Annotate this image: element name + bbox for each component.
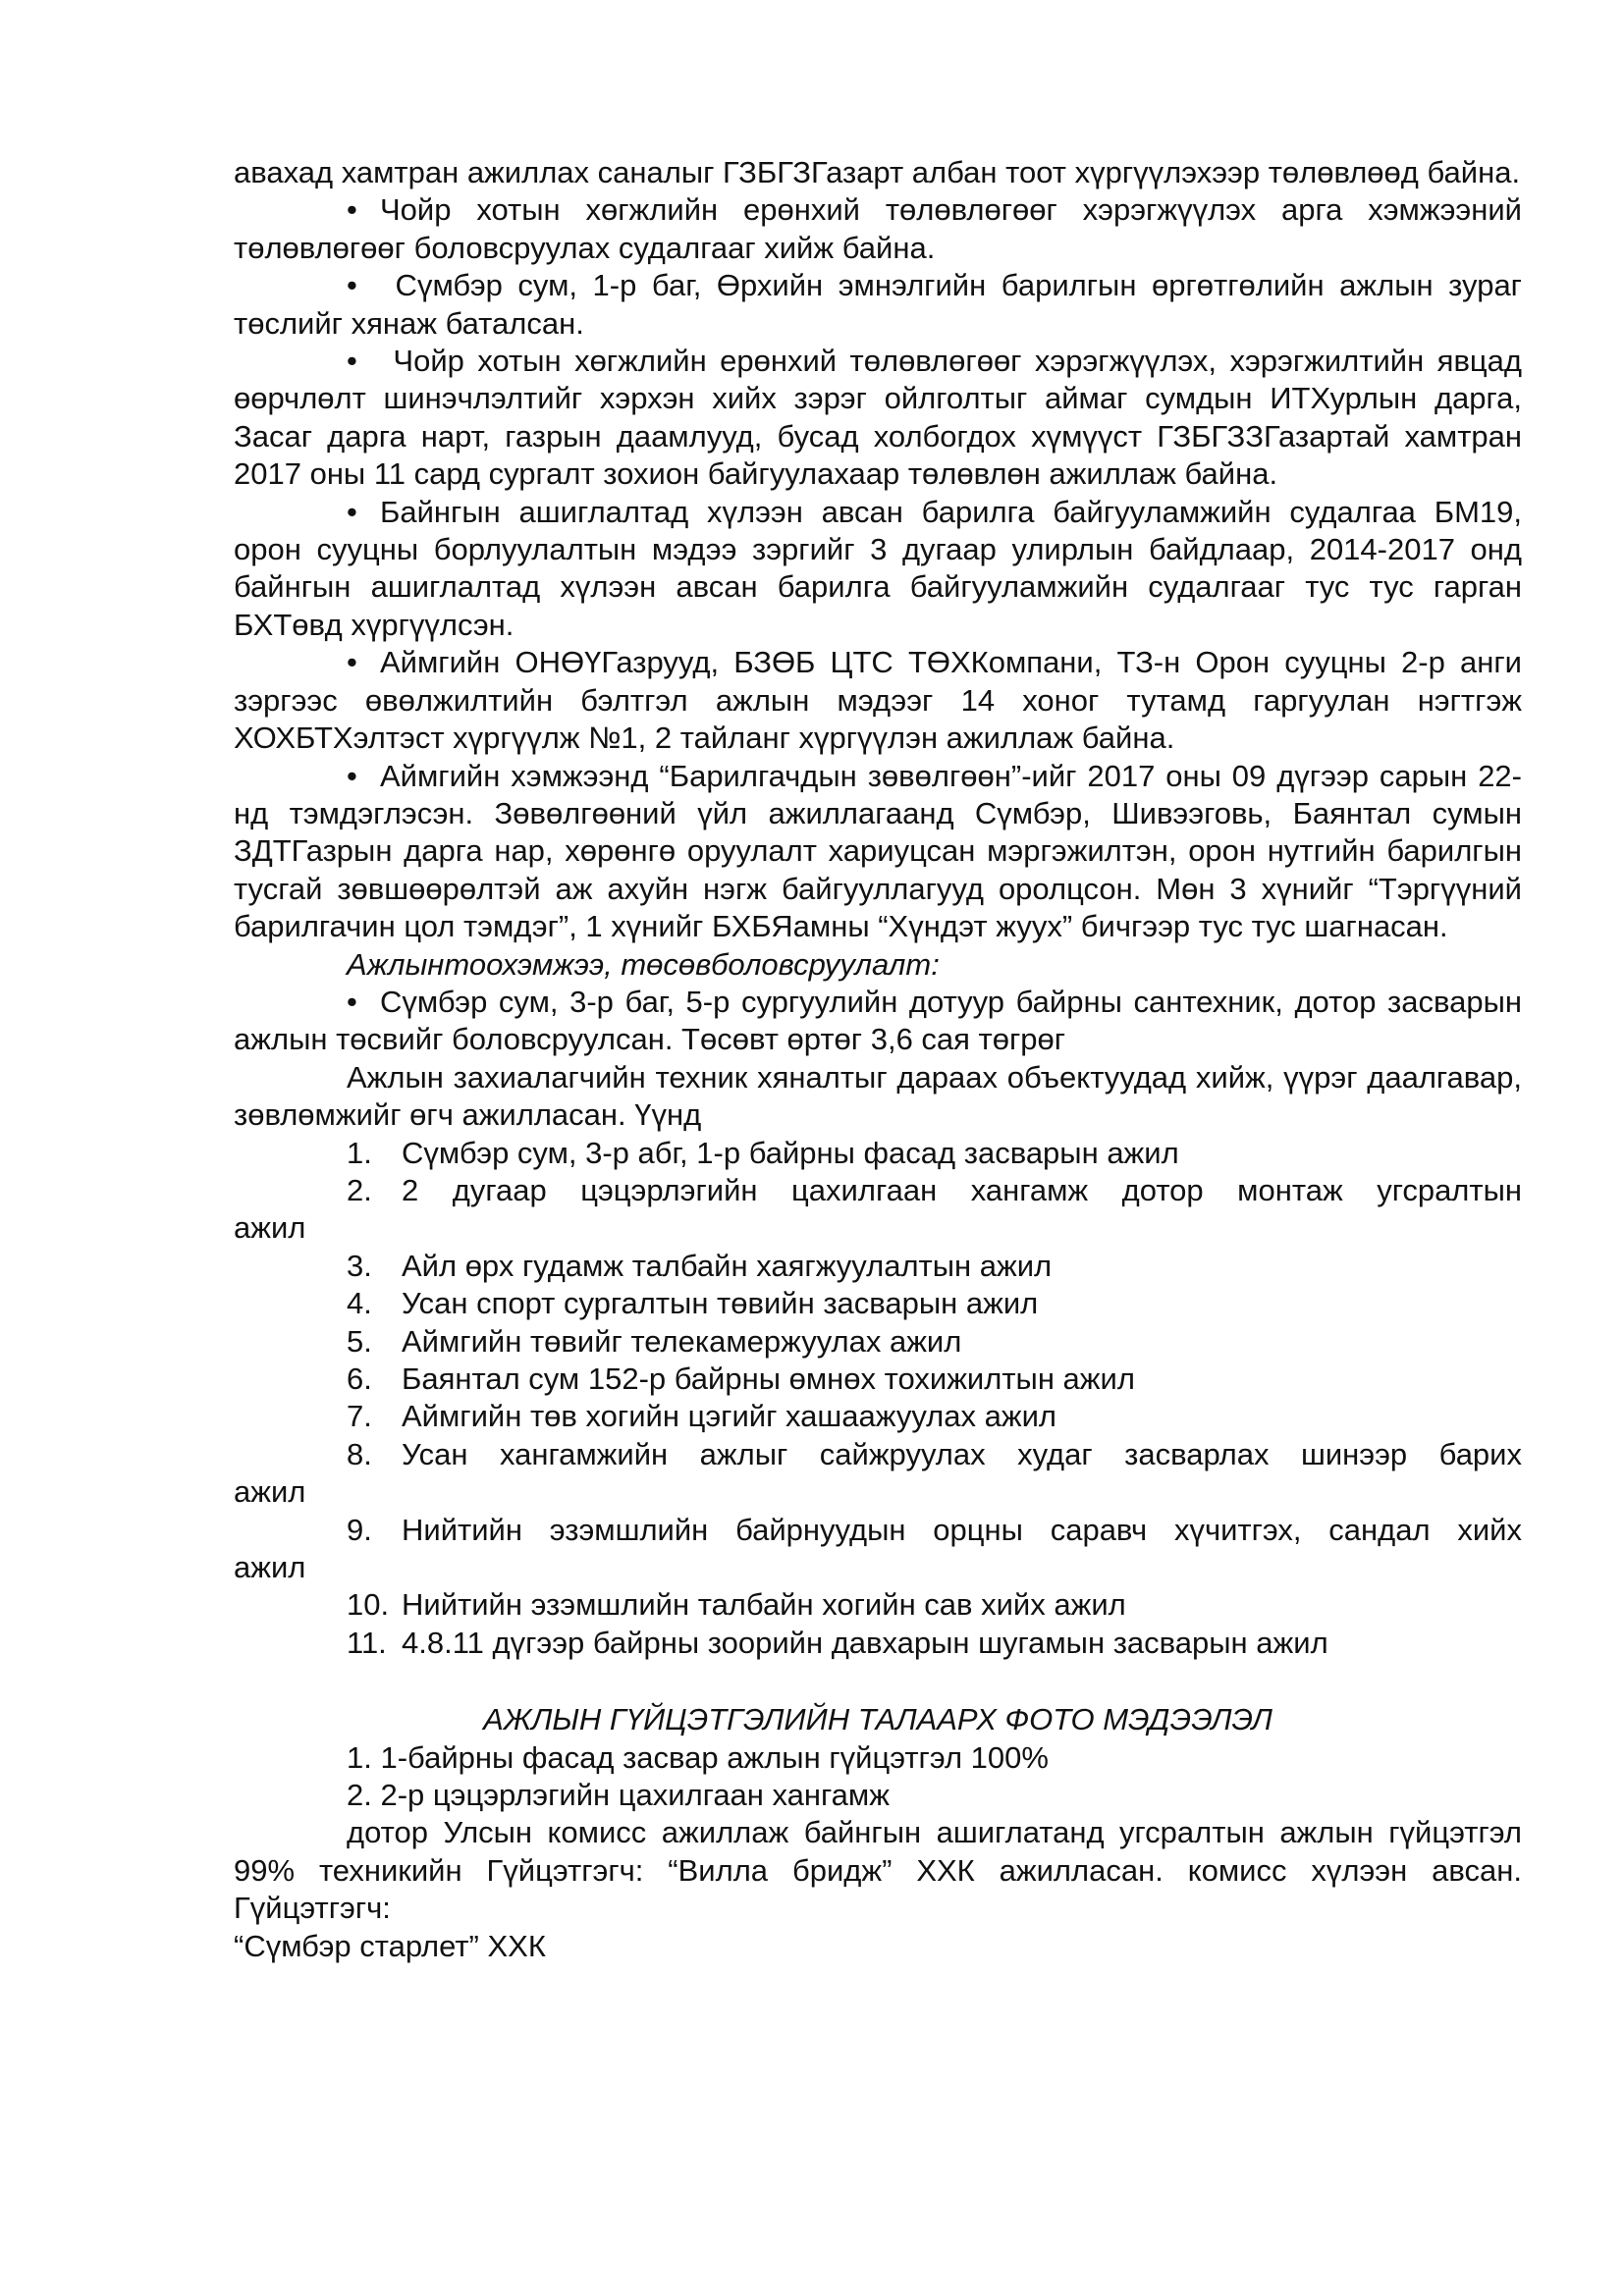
list-text-continuation: ажил xyxy=(234,1550,306,1585)
list-item xyxy=(234,1625,1522,1662)
list-item xyxy=(234,1436,1522,1512)
list-text: Баянтал сум 152-р байрны өмнөх тохижилтын ажил xyxy=(402,1362,1135,1396)
list-text: Аймгийн төвийг телекамержуулах ажил xyxy=(402,1323,962,1359)
photo-item: 2. 2-р цэцэрлэгийн цахилгаан хангамж xyxy=(347,1778,890,1813)
list-number: 1. xyxy=(347,1135,372,1170)
list-number: 2. xyxy=(347,1172,372,1207)
paragraph-supervision: Ажлын захиалагчийн техник хяналтыг дараах объектуудад хийж, үүрэг даалгавар, зөвлөмжийг өгч ажилласан. Үүнд xyxy=(234,1059,1522,1133)
list-text: 2 дугаар цэцэрлэгийн цахилгаан хангамж дотор монтаж угсралтын xyxy=(402,1172,1522,1207)
photo-section-heading: АЖЛЫН ГҮЙЦЭТГЭЛИЙН ТАЛААРХ ФОТО МЭДЭЭЛЭЛ xyxy=(483,1702,1272,1737)
paragraph-intro: авахад хамтран ажиллах саналыг ГЗБГЗГазарт албан тоот хүргүүлэхээр төлөвлөөд байна. xyxy=(234,155,1521,189)
bullet-icon: • xyxy=(347,344,357,379)
bullet-item xyxy=(234,343,1522,494)
section-heading: Ажлынтоохэмжээ, төсөвболовсруулалт: xyxy=(347,946,940,982)
list-text: Аймгийн төв хогийн цэгийг хашаажуулах ажил xyxy=(402,1399,1056,1434)
bullet-text: Сүмбэр сум, 1-р баг, Өрхийн эмнэлгийн барилгын өргөтгөлийн ажлын зураг төслийг хянаж баталсан. xyxy=(234,268,1522,341)
list-item xyxy=(234,1512,1522,1587)
bullet-text: Байнгын ашиглалтад хүлээн авсан барилга байгууламжийн судалгаа БМ19, орон сууцны борлуулалтын мэдээ зэргийг 3 дугаар улирлын байдлаар, 2014-2017 онд байнгын ашиглалтад хүлээн авсан барилга байгууламжийн судалгааг тус тус гарган БХТөвд хүргүүлсэн. xyxy=(234,494,1522,642)
bullet-text: Аймгийн хэмжээнд “Барилгачдын зөвөлгөөн”-ийг 2017 оны 09 дүгээр сарын 22-нд тэмдэглэсэн. Зөвөлгөөний үйл ажиллагаанд Сүмбэр, Шивээговь, Баянтал сумын ЗДТГазрын дарга нар, хөрөнгө оруулалт хариуцсан мэргэжилтэн, орон нутгийн барилгын тусгай зөвшөөрөлтэй аж ахуйн нэгж байгууллагууд оролцсон. Мөн 3 хүнийг “Тэргүүний барилгачин цол тэмдэг”, 1 хүнийг БХБЯамны “Хүндэт жуух” бичгээр тус тус шагнасан. xyxy=(234,758,1522,944)
list-item xyxy=(234,1285,1522,1322)
list-text-continuation: ажил xyxy=(234,1474,306,1510)
list-number: 11. xyxy=(347,1625,387,1660)
list-text: Айл өрх гудамж талбайн хаягжуулалтын ажил xyxy=(402,1248,1053,1283)
list-number: 10. xyxy=(347,1587,390,1623)
list-item xyxy=(234,1586,1522,1624)
bullet-text: Сүмбэр сум, 3-р баг, 5-р сургуулийн дотуур байрны сантехник, дотор засварын ажлын төсвийг боловсруулсан. Төсөвт өртөг 3,6 сая төгрөг xyxy=(234,984,1522,1057)
bullet-icon: • xyxy=(347,494,357,529)
list-text: Нийтийн эзэмшлийн талбайн хогийн сав хийх ажил xyxy=(402,1587,1126,1623)
list-number: 5. xyxy=(347,1323,372,1359)
document-body xyxy=(234,154,1522,1965)
list-number: 8. xyxy=(347,1436,372,1471)
bullet-item xyxy=(234,984,1522,1059)
list-text: 4.8.11 дүгээр байрны зоорийн давхарын шугамын засварын ажил xyxy=(402,1625,1328,1660)
list-item xyxy=(234,1398,1522,1435)
contractor-name: “Сүмбэр старлет” ХХК xyxy=(234,1928,546,1963)
list-text: Усан хангамжийн ажлыг сайжруулах худаг засварлах шинээр барих xyxy=(402,1436,1522,1471)
numbered-list xyxy=(234,1135,1522,1663)
list-number: 9. xyxy=(347,1512,372,1547)
bullet-text: Чойр хотын хөгжлийн ерөнхий төлөвлөгөөг хэрэгжүүлэх арга хэмжээний төлөвлөгөөг боловсруулах судалгааг хийж байна. xyxy=(234,192,1522,265)
bullet-icon: • xyxy=(347,758,357,793)
paragraph-commission: дотор Улсын комисс ажиллаж байнгын ашиглатанд угсралтын ажлын гүйцэтгэл 99% техникийн Гүйцэтгэгч: “Вилла бридж” ХХК ажилласан. комисс хүлээн авсан. Гүйцэтгэгч: xyxy=(234,1815,1522,1926)
bullet-item xyxy=(234,191,1522,267)
bullet-icon: • xyxy=(347,268,357,303)
list-text: Нийтийн эзэмшлийн байрнуудын орцны саравч хүчитгэх, сандал хийх xyxy=(402,1512,1522,1547)
list-item xyxy=(234,1361,1522,1398)
list-item xyxy=(234,1172,1522,1248)
photo-item: 1. 1-байрны фасад засвар ажлын гүйцэтгэл 100% xyxy=(347,1739,1049,1775)
list-number: 3. xyxy=(347,1248,372,1283)
list-number: 4. xyxy=(347,1286,372,1321)
list-item xyxy=(234,1248,1522,1285)
bullet-icon: • xyxy=(347,984,357,1019)
list-item xyxy=(234,1135,1522,1172)
bullet-item xyxy=(234,267,1522,343)
list-item xyxy=(234,1323,1522,1361)
list-text-continuation: ажил xyxy=(234,1210,306,1246)
list-number: 7. xyxy=(347,1399,372,1434)
bullet-icon: • xyxy=(347,645,357,680)
bullet-text: Аймгийн ОНӨҮГазрууд, БЗӨБ ЦТС ТӨХКомпани, ТЗ-н Орон сууцны 2-р анги зэргээс өвөлжилтийн бэлтгэл ажлын мэдээг 14 хоног тутамд гаргуулан нэгтгэж ХОХБТХэлтэст хүргүүлж №1, 2 тайланг хүргүүлэн ажиллаж байна. xyxy=(234,645,1522,756)
bullet-item xyxy=(234,758,1522,946)
list-text: Сүмбэр сум, 3-р абг, 1-р байрны фасад засварын ажил xyxy=(402,1135,1179,1170)
list-text: Усан спорт сургалтын төвийн засварын ажил xyxy=(402,1286,1039,1321)
bullet-item xyxy=(234,494,1522,645)
bullet-icon: • xyxy=(347,192,357,228)
bullet-text: Чойр хотын хөгжлийн ерөнхий төлөвлөгөөг хэрэгжүүлэх, хэрэгжилтийн явцад өөрчлөлт шинэчлэлтийг хэрхэн хийх зэрэг ойлголтыг аймаг сумдын ИТХурлын дарга, Засаг дарга нарт, газрын даамлууд, бусад холбогдох хүмүүст ГЗБГЗЗГазартай хамтран 2017 оны 11 сард сургалт зохион байгуулахаар төлөвлөн ажиллаж байна. xyxy=(234,344,1522,492)
bullet-item xyxy=(234,644,1522,757)
list-number: 6. xyxy=(347,1362,372,1396)
